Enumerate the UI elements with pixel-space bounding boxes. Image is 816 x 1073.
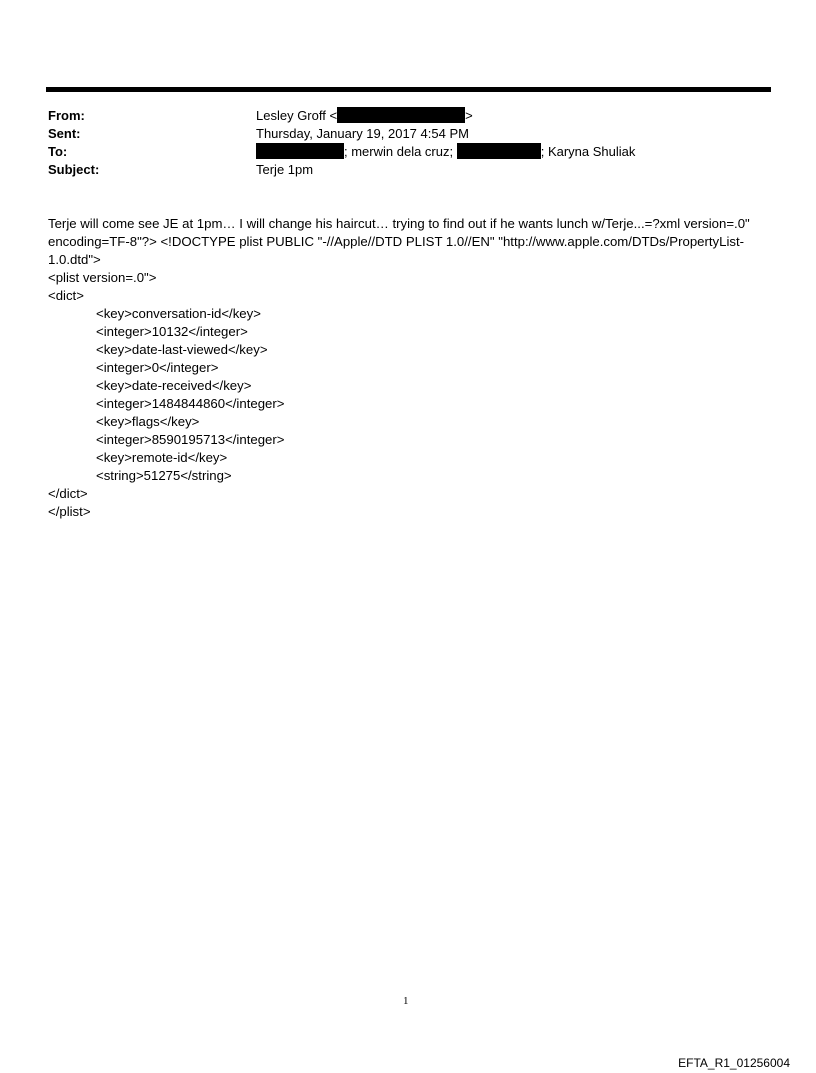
body-line: encoding=TF-8"?> <!DOCTYPE plist PUBLIC "-//Apple//DTD PLIST 1.0//EN" "http://www.apple.com/DTDs/PropertyList-: [48, 234, 745, 249]
sent-value: Thursday, January 19, 2017 4:54 PM: [256, 126, 469, 141]
to-recipients-1: ; merwin dela cruz;: [344, 144, 454, 159]
body-line-indented: <string>51275</string>: [96, 468, 232, 483]
body-line-indented: <integer>0</integer>: [96, 360, 219, 375]
body-line: </dict>: [48, 486, 88, 501]
page-number: 1: [403, 995, 409, 1007]
body-line-indented: <key>remote-id</key>: [96, 450, 228, 465]
from-name: Lesley Groff <: [256, 108, 338, 123]
message-body: [48, 215, 778, 521]
body-line: </plist>: [48, 504, 91, 519]
document-id: EFTA_R1_01256004: [678, 1056, 790, 1070]
body-line-indented: <key>date-last-viewed</key>: [96, 342, 268, 357]
body-line: Terje will come see JE at 1pm… I will change his haircut… trying to find out if he wants lunch w/Terje...=?xml version=.0": [48, 216, 750, 231]
header-rule: [46, 87, 771, 92]
body-line-indented: <key>conversation-id</key>: [96, 306, 261, 321]
body-line-indented: <integer>8590195713</integer>: [96, 432, 285, 447]
body-line-indented: <integer>1484844860</integer>: [96, 396, 285, 411]
to-value: [256, 143, 635, 161]
body-line-indented: <key>flags</key>: [96, 414, 200, 429]
body-line: <plist version=.0">: [48, 270, 157, 285]
from-tail: >: [465, 108, 473, 123]
body-line-indented: <key>date-received</key>: [96, 378, 252, 393]
from-label: From:: [48, 108, 85, 123]
body-line: <dict>: [48, 288, 84, 303]
redaction-box: [256, 143, 344, 159]
body-line: 1.0.dtd">: [48, 252, 101, 267]
redaction-box: [457, 143, 541, 159]
sent-label: Sent:: [48, 126, 81, 141]
subject-label: Subject:: [48, 162, 100, 177]
from-value: [256, 107, 473, 125]
redaction-box: [337, 107, 465, 123]
subject-value: Terje 1pm: [256, 162, 314, 177]
to-label: To:: [48, 144, 68, 159]
body-line-indented: <integer>10132</integer>: [96, 324, 248, 339]
to-recipients-2: ; Karyna Shuliak: [540, 144, 636, 159]
